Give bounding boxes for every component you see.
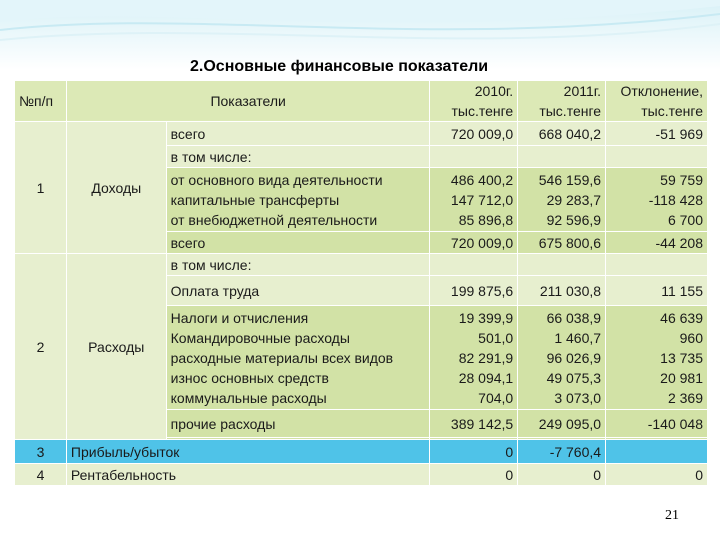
expense-group-2010: 19 399,9 501,0 82 291,9 28 094,1 704,0 [430, 306, 518, 410]
income-total-2011: 668 040,2 [518, 122, 606, 146]
expenses-total-dev: -44 208 [606, 232, 708, 254]
income-section: Доходы [66, 122, 166, 254]
table-row [15, 254, 708, 276]
other-expenses-2010: 389 142,5 [430, 410, 518, 438]
table-header-row [15, 81, 708, 122]
financial-indicators-table [14, 80, 708, 486]
profit-2010: 0 [430, 440, 518, 464]
income-num: 1 [15, 122, 67, 254]
salary-2011: 211 030,8 [518, 276, 606, 306]
income-items-dev: 59 759 -118 428 6 700 [606, 168, 708, 232]
profitability-2010: 0 [430, 464, 518, 486]
header-2010: 2010г. тыс.тенге [430, 81, 518, 122]
other-expenses-2011: 249 095,0 [518, 410, 606, 438]
profit-label: Прибыль/убыток [66, 440, 429, 464]
expenses-section: Расходы [66, 254, 166, 440]
profitability-dev: 0 [606, 464, 708, 486]
expense-group-dev: 46 639 960 13 735 20 981 2 369 [606, 306, 708, 410]
other-expenses-dev: -140 048 [606, 410, 708, 438]
profit-dev [606, 440, 708, 464]
expenses-num: 2 [15, 254, 67, 440]
expenses-total-label: всего [166, 232, 430, 254]
table-row [15, 464, 708, 486]
profitability-num: 4 [15, 464, 67, 486]
header-deviation: Отклонение, тыс.тенге [606, 81, 708, 122]
header-indicators: Показатели [66, 81, 429, 122]
table-row [15, 440, 708, 464]
income-total-2010: 720 009,0 [430, 122, 518, 146]
expenses-total-2010: 720 009,0 [430, 232, 518, 254]
income-total-dev: -51 969 [606, 122, 708, 146]
salary-2010: 199 875,6 [430, 276, 518, 306]
header-2011: 2011г. тыс.тенге [518, 81, 606, 122]
other-expenses-label: прочие расходы [166, 410, 430, 438]
profit-num: 3 [15, 440, 67, 464]
page-number: 21 [665, 508, 679, 523]
expenses-total-2011: 675 800,6 [518, 232, 606, 254]
expense-group-2011: 66 038,9 1 460,7 96 026,9 49 075,3 3 073,0 [518, 306, 606, 410]
income-total-label: всего [166, 122, 430, 146]
income-items-labels: от основного вида деятельности капитальные трансферты от внебюджетной деятельности [166, 168, 430, 232]
profit-2011: -7 760,4 [518, 440, 606, 464]
income-incl-label: в том числе: [166, 146, 430, 168]
salary-dev: 11 155 [606, 276, 708, 306]
salary-label: Оплата труда [166, 276, 430, 306]
income-items-2010: 486 400,2 147 712,0 85 896,8 [430, 168, 518, 232]
expenses-incl-label: в том числе: [166, 254, 430, 276]
income-items-2011: 546 159,6 29 283,7 92 596,9 [518, 168, 606, 232]
profitability-label: Рентабельность [66, 464, 429, 486]
profitability-2011: 0 [518, 464, 606, 486]
table-row [15, 122, 708, 146]
expense-group-labels: Налоги и отчисления Командировочные расходы расходные материалы всех видов износ основных средств коммунальные расходы [166, 306, 430, 410]
slide-title: 2.Основные финансовые показатели [190, 58, 489, 75]
header-num: №п/п [15, 81, 67, 122]
